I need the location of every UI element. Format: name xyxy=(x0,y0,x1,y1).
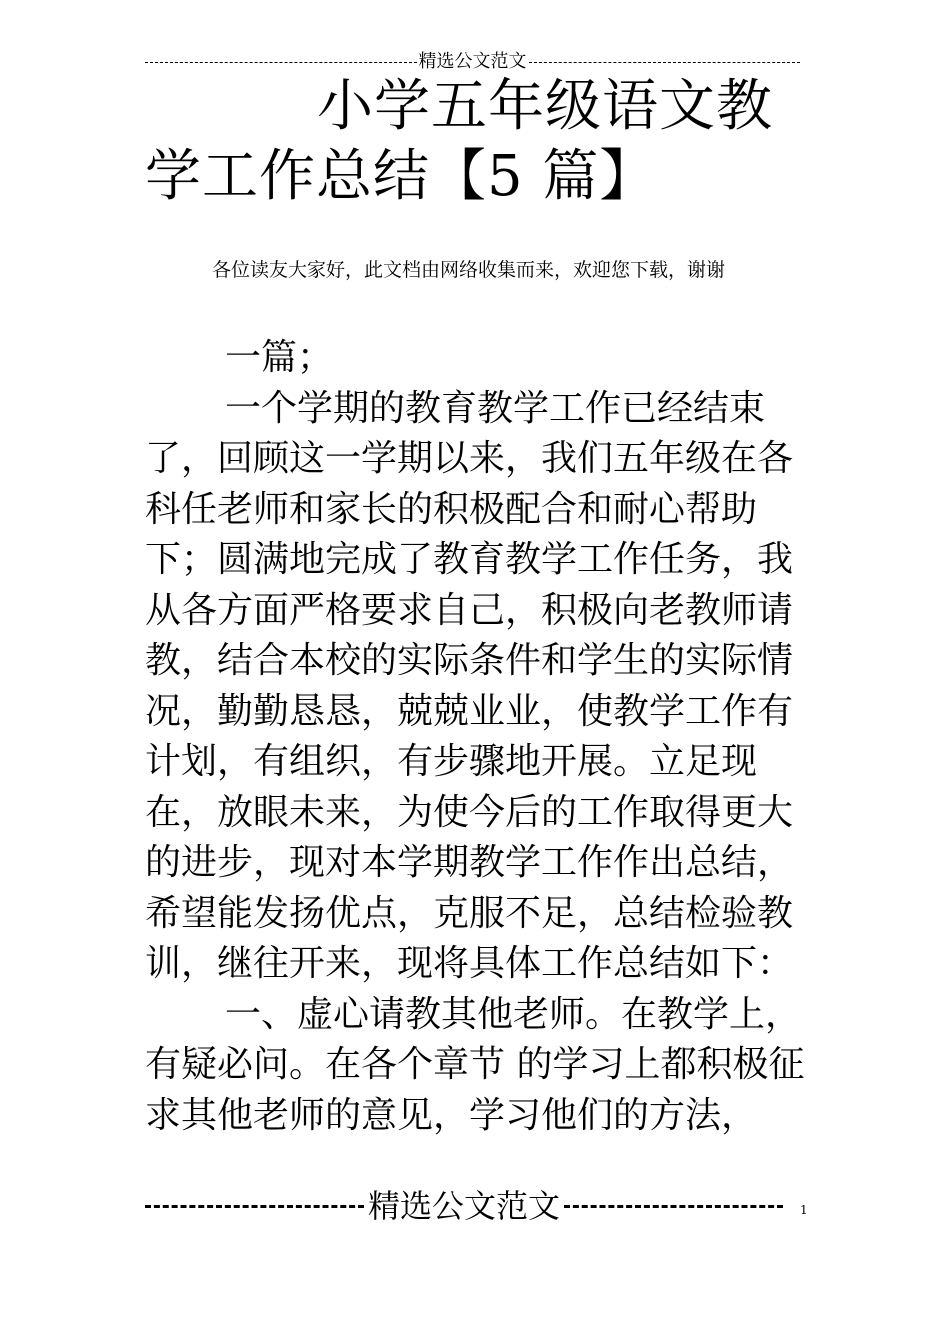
document-title: 小学五年级语文教学工作总结【5 篇】 xyxy=(145,74,773,209)
paragraph: 一、虚心请教其他老师。在教学上，有疑必问。在各个章节 的学习上都积极征求其他老师的意见，学习他们的方法， xyxy=(145,993,805,1136)
paragraph-heading: 一篇； xyxy=(225,337,334,378)
footer-dash-left xyxy=(145,1205,364,1208)
page-header xyxy=(145,50,800,74)
intro-note: 各位读友大家好，此文档由网络收集而来，欢迎您下载，谢谢 xyxy=(212,259,726,281)
header-label: 精选公文范文 xyxy=(418,51,527,72)
footer-label: 精选公文范文 xyxy=(368,1187,561,1225)
header-dash-left xyxy=(145,62,417,63)
paragraph: 一个学期的教育教学工作已经结束了，回顾这一学期以来，我们五年级在各科任老师和家长的积极配合和耐心帮助下；圆满地完成了教育教学工作任务，我从各方面严格要求自己，积极向老教师请教，结合本校的实际条件和学生的实际情况，勤勤恳恳，兢兢业业，使教学工作有计划，有组织，有步骤地开展。立足现在，放眼未来，为使今后的工作取得更大的进步，现对本学期教学工作作出总结，希望能发扬优点，克服不足，总结检验教训，继往开来，现将具体工作总结如下： xyxy=(145,387,794,984)
page-number: 1 xyxy=(800,1203,808,1217)
document-body xyxy=(145,333,815,1141)
footer-dash-right xyxy=(564,1205,783,1208)
header-dash-right xyxy=(529,62,801,63)
page-footer xyxy=(145,1186,783,1226)
